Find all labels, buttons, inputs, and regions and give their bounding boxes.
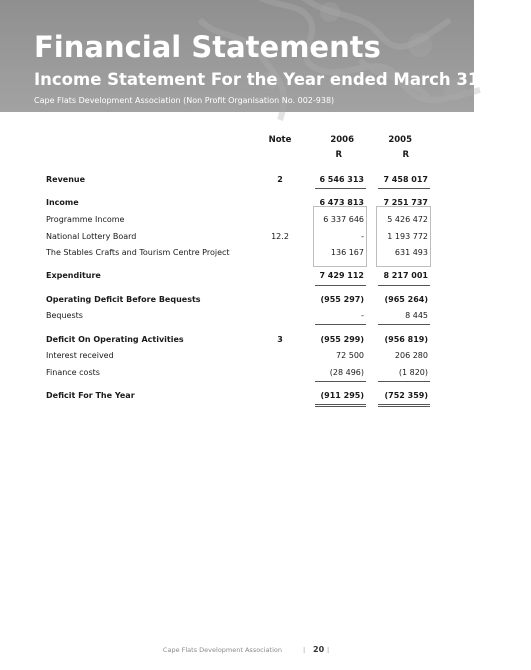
column-header-2005: 2005	[388, 135, 412, 145]
table-row-deficit-on-operating-activities	[0, 333, 474, 347]
table-row-national-lottery-board	[0, 230, 474, 244]
page-subtitle: Income Statement For the Year ended March 31 2006	[34, 70, 531, 89]
double-rule-2005	[378, 404, 430, 405]
row-value-2005: 1 193 772	[387, 232, 428, 241]
rule-2005	[378, 188, 430, 189]
row-label: The Stables Crafts and Tourism Centre Project	[46, 248, 230, 257]
row-value-2006: (911 295)	[320, 391, 364, 400]
row-value-2006: 6 473 813	[319, 198, 364, 207]
page-title: Financial Statements	[34, 30, 381, 64]
footer-organisation: Cape Flats Development Association	[162, 646, 282, 654]
row-label: Revenue	[46, 175, 86, 184]
organisation-line: Cape Flats Development Association (Non Profit Organisation No. 002-938)	[34, 96, 335, 105]
row-value-2005: 5 426 472	[387, 215, 428, 224]
row-value-2006: (955 299)	[320, 335, 364, 344]
currency-2005: R	[402, 150, 409, 160]
row-note: 12.2	[271, 232, 289, 241]
row-label: Finance costs	[46, 368, 100, 377]
row-value-2005: (956 819)	[384, 335, 428, 344]
rule-2005	[378, 324, 430, 325]
row-label: Bequests	[46, 311, 83, 320]
row-label: Deficit For The Year	[46, 391, 135, 400]
row-value-2006: (28 496)	[329, 368, 364, 377]
row-value-2006: 6 337 646	[323, 215, 364, 224]
row-value-2005: (1 820)	[398, 368, 428, 377]
row-label: National Lottery Board	[46, 232, 137, 241]
header-banner	[0, 0, 531, 112]
table-row-deficit-for-the-year	[0, 389, 474, 403]
row-value-2006: 136 167	[330, 248, 364, 257]
row-value-2005: 631 493	[394, 248, 428, 257]
row-value-2005: (752 359)	[384, 391, 428, 400]
row-value-2006: (955 297)	[320, 295, 364, 304]
row-label: Programme Income	[46, 215, 125, 224]
row-label: Expenditure	[46, 271, 101, 280]
currency-header-row	[0, 148, 474, 162]
page-number: 20	[313, 645, 325, 654]
row-value-2005: 7 251 737	[383, 198, 428, 207]
table-row-revenue	[0, 173, 474, 187]
row-value-2006: -	[361, 232, 364, 241]
row-value-2005: 8 445	[405, 311, 428, 320]
table-row-operating-deficit-before-bequests	[0, 293, 474, 307]
row-value-2006: 72 500	[336, 351, 364, 360]
double-rule-2006	[315, 404, 366, 405]
column-header-note: Note	[268, 135, 292, 145]
double-rule-2005	[378, 406, 430, 407]
row-value-2006: -	[361, 311, 364, 320]
footer-separator: |	[327, 646, 330, 654]
row-label: Income	[46, 198, 79, 207]
row-value-2005: (965 264)	[384, 295, 428, 304]
row-value-2005: 7 458 017	[383, 175, 428, 184]
rule-2005	[378, 285, 430, 286]
rule-2006	[315, 285, 366, 286]
currency-2006: R	[335, 150, 342, 160]
column-header-2006: 2006	[330, 135, 354, 145]
rule-2005	[378, 381, 430, 382]
column-header-row	[0, 133, 474, 147]
row-value-2005: 206 280	[394, 351, 428, 360]
table-row-stables-project	[0, 246, 474, 260]
row-value-2005: 8 217 001	[383, 271, 428, 280]
table-row-programme-income	[0, 213, 474, 227]
row-label: Deficit On Operating Activities	[46, 335, 184, 344]
table-row-bequests	[0, 309, 474, 323]
row-value-2006: 6 546 313	[319, 175, 364, 184]
row-label: Operating Deficit Before Bequests	[46, 295, 201, 304]
table-row-interest-received	[0, 349, 474, 363]
table-row-income	[0, 196, 474, 210]
table-row-finance-costs	[0, 366, 474, 380]
rule-2006	[315, 381, 366, 382]
row-note: 2	[277, 175, 283, 184]
row-label: Interest received	[46, 351, 114, 360]
rule-2006	[315, 188, 366, 189]
row-value-2006: 7 429 112	[319, 271, 364, 280]
rule-2006	[315, 324, 366, 325]
double-rule-2006	[315, 406, 366, 407]
page-footer	[0, 646, 474, 658]
row-note: 3	[277, 335, 283, 344]
footer-separator: |	[303, 646, 306, 654]
table-row-expenditure	[0, 269, 474, 283]
